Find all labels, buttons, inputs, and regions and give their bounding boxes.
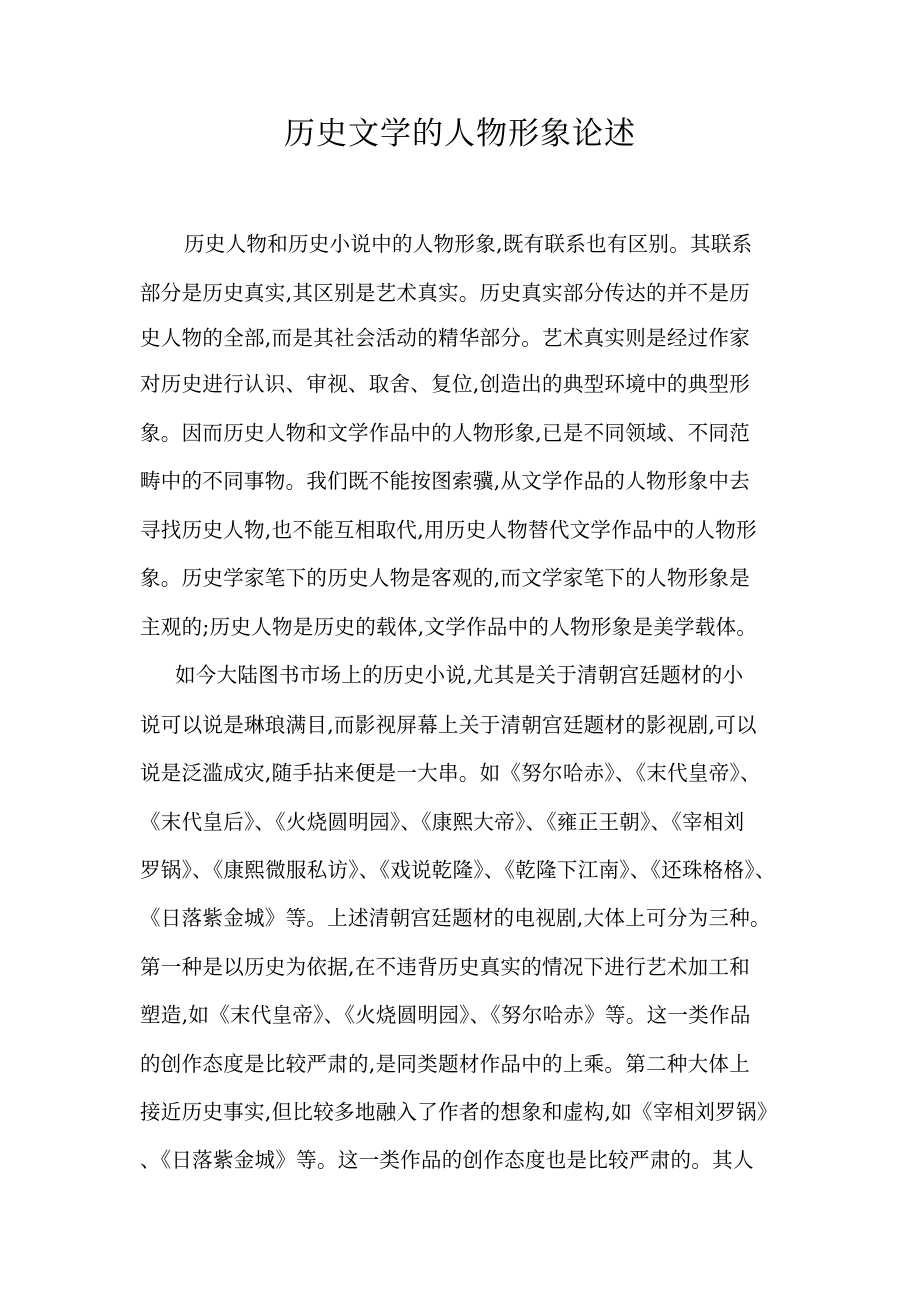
text-line: 历史人物和历史小说中的人物形象,既有联系也有区别。其联系 — [184, 232, 753, 256]
text-line: 第一种是以历史为依据,在不违背历史真实的情况下进行艺术加工和 — [140, 955, 751, 979]
text-line: 主观的;历史人物是历史的载体,文学作品中的人物形象是美学载体。 — [140, 615, 758, 639]
text-line: 的创作态度是比较严肃的,是同类题材作品中的上乘。第二种大体上 — [140, 1052, 751, 1076]
text-line: 说可以说是琳琅满目,而影视屏幕上关于清朝宫廷题材的影视剧,可以 — [140, 713, 757, 737]
document-title: 历史文学的人物形象论述 — [284, 116, 636, 152]
text-line: 、《日落紫金城》等。这一类作品的创作态度也是比较严肃的。其人 — [140, 1148, 754, 1172]
text-line: 《末代皇后》、《火烧圆明园》、《康熙大帝》、《雍正王朝》、《宰相刘 — [140, 810, 745, 834]
text-line: 塑造,如《末代皇帝》、《火烧圆明园》、《努尔哈赤》等。这一类作品 — [140, 1003, 751, 1027]
text-line: 畴中的不同事物。我们既不能按图索骥,从文学作品的人物形象中去 — [140, 469, 751, 493]
text-line: 象。因而历史人物和文学作品中的人物形象,已是不同领域、不同范 — [140, 421, 751, 445]
text-line: 部分是历史真实,其区别是艺术真实。历史真实部分传达的并不是历 — [140, 281, 751, 305]
text-line: 对历史进行认识、审视、取舍、复位,创造出的典型环境中的典型形 — [140, 372, 751, 396]
text-line: 接近历史事实,但比较多地融入了作者的想象和虚构,如《宰相刘罗锅》 — [140, 1100, 778, 1124]
text-line: 《日落紫金城》等。上述清朝宫廷题材的电视剧,大体上可分为三种。 — [140, 906, 771, 930]
text-line: 寻找历史人物,也不能互相取代,用历史人物替代文学作品中的人物形 — [140, 518, 757, 542]
text-line: 说是泛滥成灾,随手拈来便是一大串。如《努尔哈赤》、《末代皇帝》、 — [140, 761, 761, 785]
text-line: 如今大陆图书市场上的历史小说,尤其是关于清朝宫廷题材的小 — [175, 663, 744, 687]
text-line: 罗锅》、《康熙微服私访》、《戏说乾隆》、《乾隆下江南》、《还珠格格》、 — [140, 858, 776, 882]
text-line: 史人物的全部,而是其社会活动的精华部分。艺术真实则是经过作家 — [140, 326, 751, 350]
text-line: 象。历史学家笔下的历史人物是客观的,而文学家笔下的人物形象是 — [140, 566, 751, 590]
